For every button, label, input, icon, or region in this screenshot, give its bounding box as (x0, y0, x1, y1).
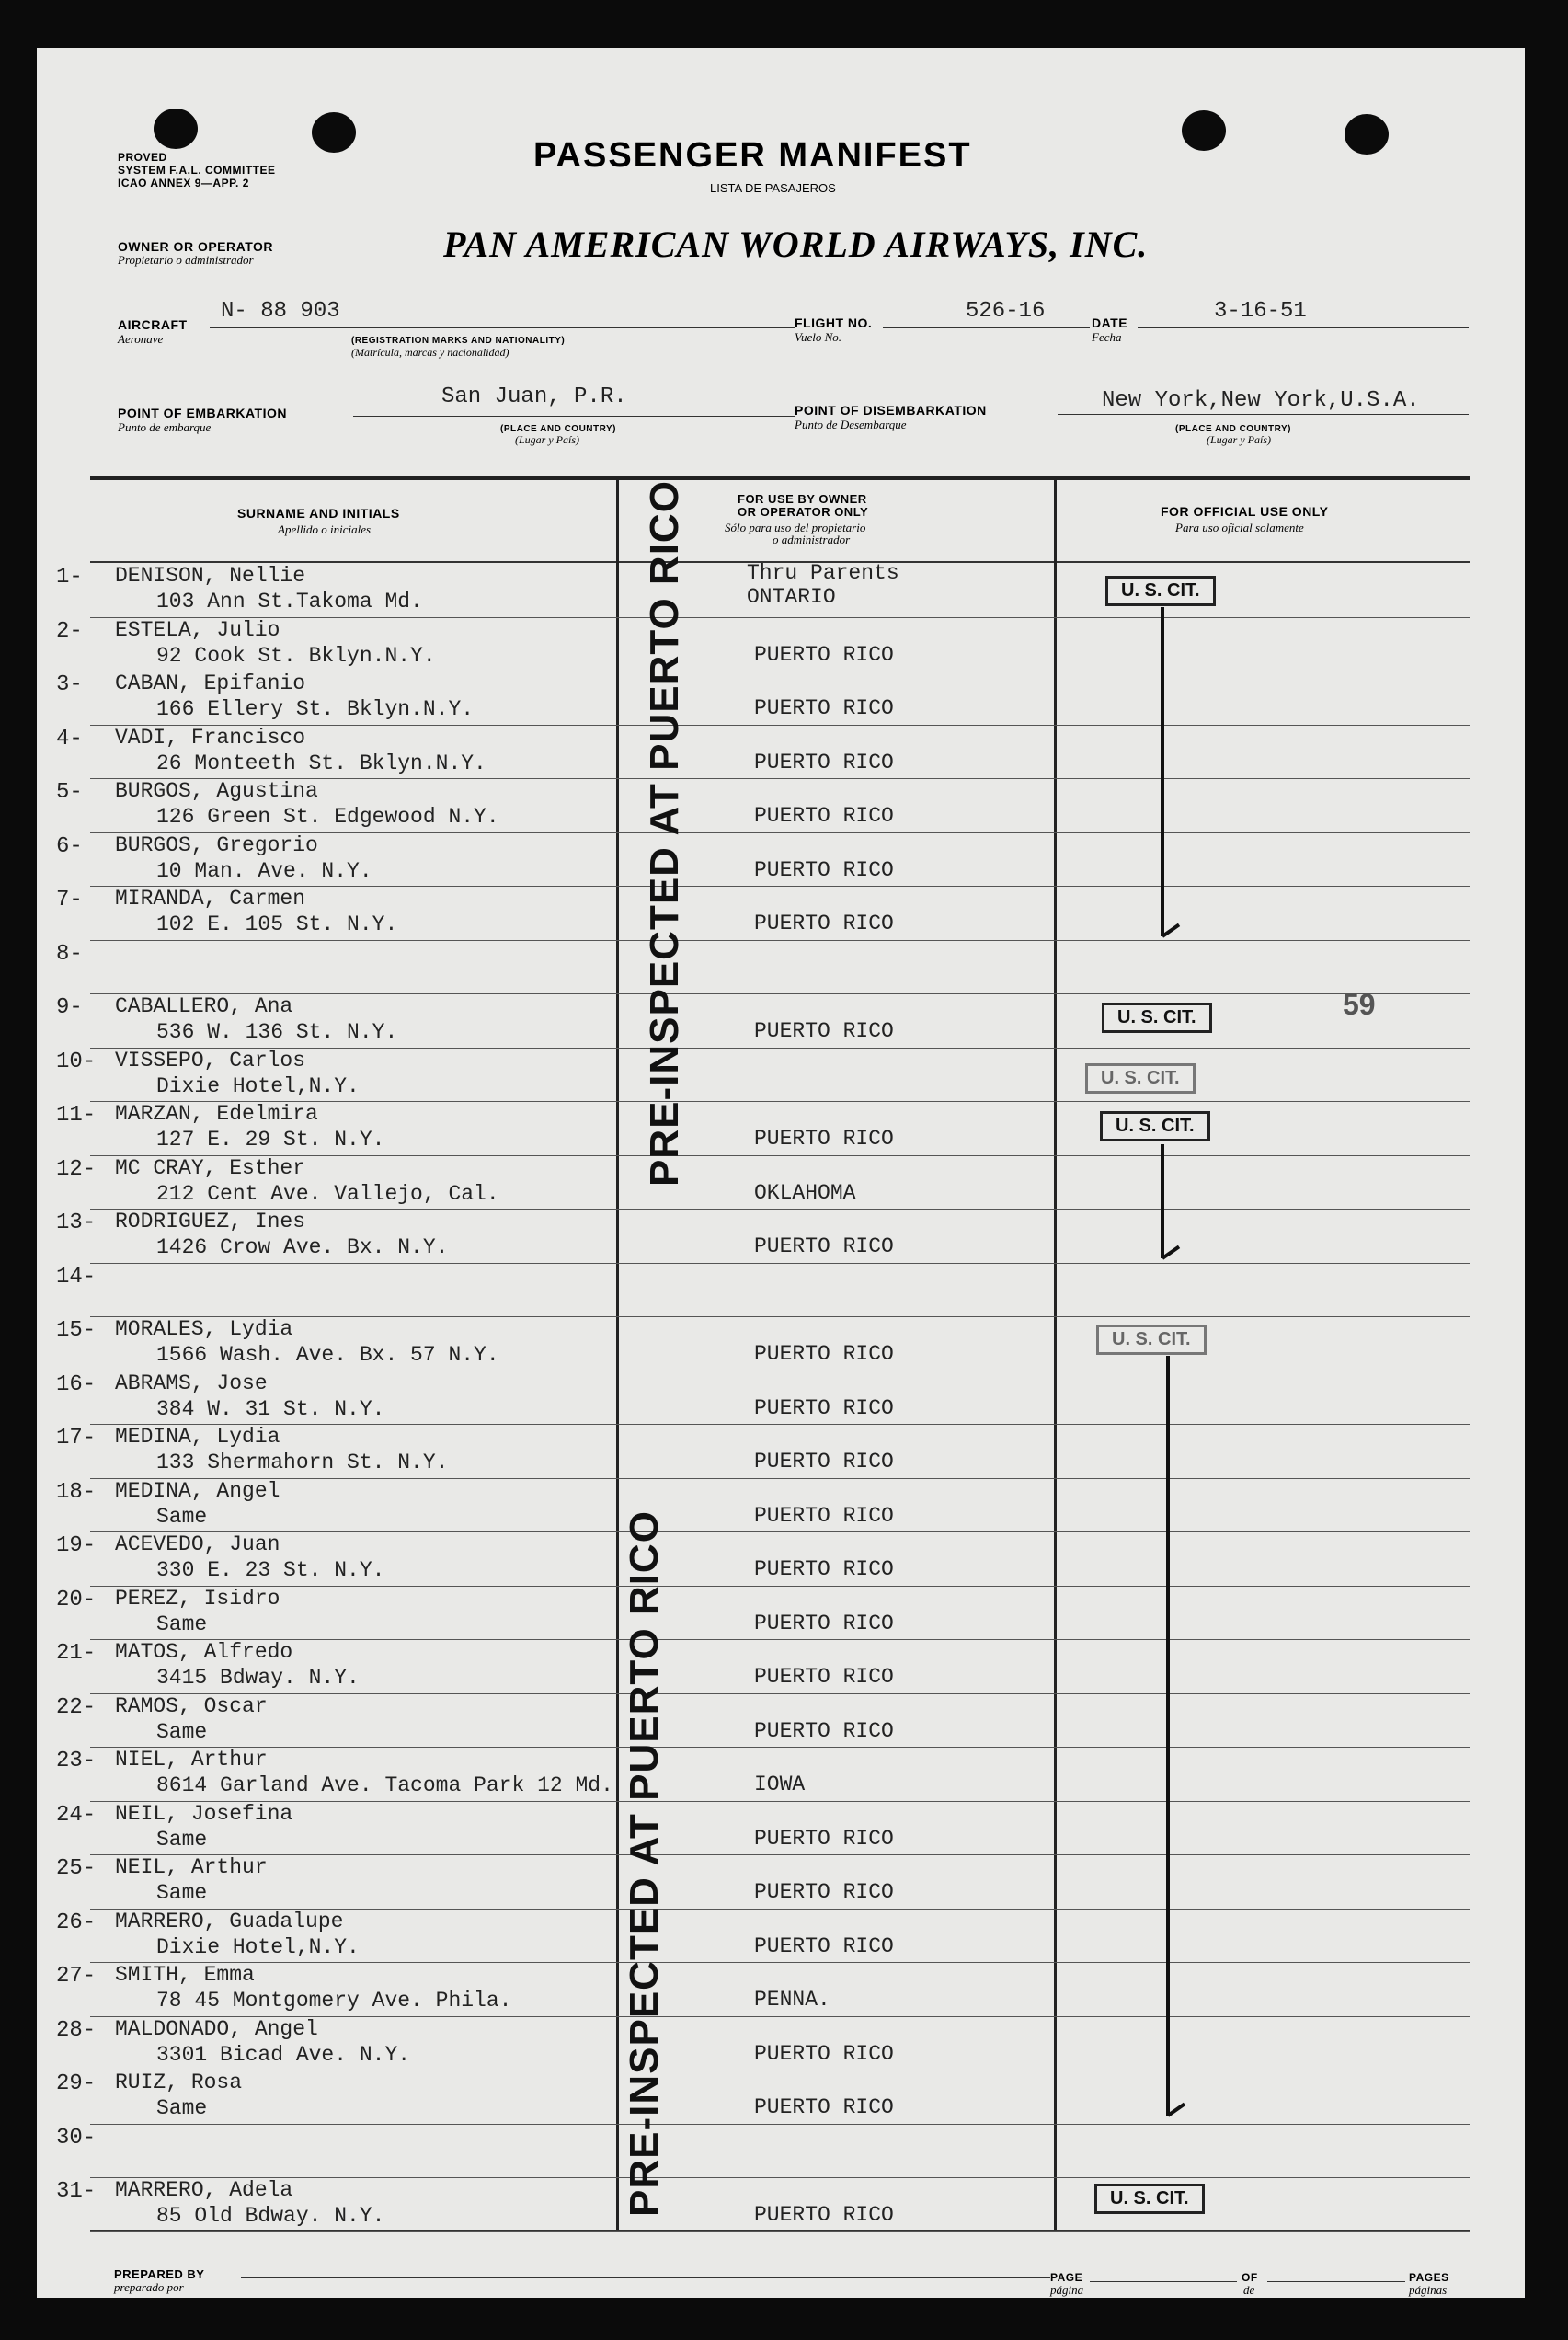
passenger-address: 8614 Garland Ave. Tacoma Park 12 Md. (156, 1773, 613, 1797)
aircraft-note: (REGISTRATION MARKS AND NATIONALITY) (351, 336, 566, 346)
passenger-name: DENISON, Nellie (115, 564, 306, 588)
passenger-origin: PUERTO RICO (754, 750, 894, 774)
date-value: 3-16-51 (1214, 299, 1307, 324)
row-number: 3- (56, 672, 83, 697)
passenger-address: Dixie Hotel,N.Y. (156, 1934, 360, 1959)
pages-label-es: páginas (1409, 2283, 1448, 2297)
passenger-origin: PUERTO RICO (754, 1665, 894, 1689)
passenger-address: 26 Monteeth St. Bklyn.N.Y. (156, 751, 486, 775)
approval-line: SYSTEM F.A.L. COMMITTEE (118, 164, 276, 177)
row-divider (90, 1801, 1470, 1802)
passenger-name: RUIZ, Rosa (115, 2070, 243, 2094)
row-divider (90, 1693, 1470, 1694)
row-number: 2- (56, 618, 83, 644)
col-owner-use: OR OPERATOR ONLY (738, 505, 869, 519)
passenger-address: Same (156, 1612, 208, 1636)
row-number: 16- (56, 1371, 97, 1397)
punch-hole (1182, 110, 1226, 151)
passenger-name: SMITH, Emma (115, 1963, 255, 1987)
passenger-origin: PUERTO RICO (754, 1395, 894, 1420)
passenger-name: CABAN, Epifanio (115, 671, 306, 695)
passenger-name: MIRANDA, Carmen (115, 887, 306, 911)
passenger-address: 103 Ann St.Takoma Md. (156, 590, 423, 614)
passenger-name: CABALLERO, Ana (115, 994, 293, 1018)
punch-hole (312, 112, 356, 153)
row-number: 1- (56, 565, 83, 590)
us-cit-stamp: U. S. CIT. (1105, 576, 1216, 606)
embark-note-es: (Lugar y País) (515, 433, 579, 446)
col-official: FOR OFFICIAL USE ONLY (1161, 504, 1329, 519)
page-count-mark: 59 (1343, 988, 1376, 1021)
aircraft-label: AIRCRAFT (118, 317, 188, 332)
passenger-origin: PUERTO RICO (754, 2203, 894, 2227)
date-label: DATE (1092, 315, 1128, 330)
passenger-name: BURGOS, Agustina (115, 779, 318, 803)
row-number: 28- (56, 2017, 97, 2043)
preinspected-stamp: PRE-INSPECTED AT PUERTO RICO (642, 480, 687, 1187)
row-number: 20- (56, 1587, 97, 1612)
row-number: 21- (56, 1641, 97, 1666)
col-owner-use: FOR USE BY OWNER (738, 492, 867, 506)
approval-line: PROVED (118, 151, 167, 164)
passenger-name: MATOS, Alfredo (115, 1640, 293, 1664)
passenger-origin: PUERTO RICO (754, 1933, 894, 1958)
ditto-arrow (1161, 607, 1164, 936)
row-number: 8- (56, 941, 83, 967)
us-cit-stamp: U. S. CIT. (1085, 1063, 1196, 1094)
row-divider (90, 1424, 1470, 1425)
flight-value: 526-16 (966, 299, 1046, 324)
passenger-origin: PUERTO RICO (754, 1127, 894, 1151)
passenger-name: RODRIGUEZ, Ines (115, 1210, 306, 1233)
disembark-value: New York,New York,U.S.A. (1102, 388, 1420, 413)
passenger-origin: PUERTO RICO (754, 1342, 894, 1366)
row-number: 10- (56, 1049, 97, 1074)
pages-label: PAGES (1409, 2271, 1449, 2284)
us-cit-stamp: U. S. CIT. (1096, 1325, 1207, 1355)
row-number: 11- (56, 1103, 97, 1128)
passenger-name: VADI, Francisco (115, 725, 306, 750)
passenger-name: MARRERO, Adela (115, 2178, 293, 2202)
passenger-origin: PUERTO RICO (754, 642, 894, 667)
row-divider (90, 1747, 1470, 1748)
row-number: 22- (56, 1694, 97, 1720)
passenger-name: ESTELA, Julio (115, 617, 280, 642)
row-divider (90, 1478, 1470, 1479)
passenger-address: 85 Old Bdway. N.Y. (156, 2204, 385, 2228)
passenger-address: 212 Cent Ave. Vallejo, Cal. (156, 1181, 499, 1206)
passenger-name: NEIL, Arthur (115, 1855, 268, 1879)
col-official-es: Para uso oficial solamente (1175, 521, 1304, 534)
passenger-name: MARZAN, Edelmira (115, 1102, 318, 1126)
of-label-es: de (1243, 2283, 1255, 2297)
passenger-origin: PUERTO RICO (754, 1557, 894, 1581)
row-number: 30- (56, 2125, 97, 2151)
passenger-origin: PUERTO RICO (754, 857, 894, 882)
row-divider (90, 1586, 1470, 1587)
embark-value: San Juan, P.R. (441, 384, 627, 409)
passenger-address: Same (156, 1719, 208, 1744)
passenger-origin: PUERTO RICO (754, 1450, 894, 1474)
col-owner-use-es: o administrador (773, 533, 851, 546)
punch-hole (1345, 114, 1389, 155)
passenger-origin: PUERTO RICO (754, 1234, 894, 1258)
row-number: 6- (56, 833, 83, 859)
embark-label-es: Punto de embarque (118, 420, 212, 434)
passenger-origin: PUERTO RICO (754, 1503, 894, 1528)
page-title: PASSENGER MANIFEST (533, 136, 972, 175)
row-divider (90, 2231, 1470, 2232)
aircraft-note-es: (Matrícula, marcas y nacionalidad) (351, 346, 509, 359)
prepared-label: PREPARED BY (114, 2267, 205, 2281)
passenger-address: 92 Cook St. Bklyn.N.Y. (156, 643, 436, 668)
operator-name: PAN AMERICAN WORLD AIRWAYS, INC. (443, 224, 1149, 265)
passenger-address: 330 E. 23 St. N.Y. (156, 1558, 385, 1582)
embark-note: (PLACE AND COUNTRY) (500, 424, 616, 434)
passenger-origin: PUERTO RICO (754, 804, 894, 828)
passenger-origin: PENNA. (754, 1988, 830, 2012)
date-label-es: Fecha (1092, 330, 1122, 344)
disembark-label: POINT OF DISEMBARKATION (795, 403, 987, 418)
embark-label: POINT OF EMBARKATION (118, 406, 287, 420)
page-label: PAGE (1050, 2271, 1083, 2284)
passenger-name: RAMOS, Oscar (115, 1693, 268, 1718)
row-divider (90, 617, 1470, 618)
flight-label-es: Vuelo No. (795, 330, 842, 344)
row-number: 15- (56, 1318, 97, 1343)
row-divider (90, 993, 1470, 994)
passenger-address: 126 Green St. Edgewood N.Y. (156, 805, 499, 829)
approval-line: ICAO ANNEX 9—APP. 2 (118, 177, 249, 189)
row-number: 31- (56, 2179, 97, 2204)
passenger-origin: PUERTO RICO (754, 1019, 894, 1043)
row-number: 18- (56, 1479, 97, 1505)
prepared-label-es: preparado por (114, 2280, 184, 2294)
owner-note: Thru Parents (747, 561, 899, 585)
passenger-address: Same (156, 1504, 208, 1529)
flight-label: FLIGHT NO. (795, 315, 873, 330)
passenger-address: Dixie Hotel,N.Y. (156, 1073, 360, 1098)
row-divider (90, 1531, 1470, 1532)
row-divider (90, 2124, 1470, 2125)
passenger-address: 10 Man. Ave. N.Y. (156, 858, 372, 883)
row-number: 5- (56, 780, 83, 805)
passenger-name: MORALES, Lydia (115, 1317, 293, 1341)
passenger-address: Same (156, 1827, 208, 1852)
row-number: 4- (56, 726, 83, 751)
passenger-origin: PUERTO RICO (754, 1718, 894, 1743)
passenger-origin: ONTARIO (747, 585, 836, 609)
passenger-name: ABRAMS, Jose (115, 1371, 268, 1395)
row-number: 14- (56, 1264, 97, 1290)
row-number: 29- (56, 2071, 97, 2096)
row-number: 23- (56, 1749, 97, 1773)
col-surname-es: Apellido o iniciales (278, 522, 372, 536)
us-cit-stamp: U. S. CIT. (1102, 1003, 1212, 1033)
page-label-es: página (1050, 2283, 1084, 2297)
passenger-address: 166 Ellery St. Bklyn.N.Y. (156, 697, 475, 721)
row-number: 9- (56, 995, 83, 1020)
passenger-origin: OKLAHOMA (754, 1180, 856, 1205)
row-number: 13- (56, 1210, 97, 1235)
passenger-address: 3301 Bicad Ave. N.Y. (156, 2042, 411, 2067)
row-number: 17- (56, 1426, 97, 1451)
passenger-name: MC CRAY, Esther (115, 1155, 306, 1180)
passenger-name: VISSEPO, Carlos (115, 1048, 306, 1072)
row-number: 19- (56, 1533, 97, 1558)
passenger-address: Same (156, 1881, 208, 1905)
owner-label: OWNER OR OPERATOR (118, 239, 273, 254)
row-divider (90, 1263, 1470, 1264)
row-number: 25- (56, 1856, 97, 1881)
passenger-address: 78 45 Montgomery Ave. Phila. (156, 1989, 512, 2013)
passenger-name: NEIL, Josefina (115, 1801, 293, 1826)
row-divider (90, 1962, 1470, 1963)
aircraft-value: N- 88 903 (221, 299, 340, 324)
of-label: OF (1242, 2271, 1258, 2284)
passenger-origin: PUERTO RICO (754, 912, 894, 935)
owner-label-es: Propietario o administrador (118, 253, 254, 267)
passenger-origin: PUERTO RICO (754, 1611, 894, 1635)
passenger-origin: PUERTO RICO (754, 696, 894, 720)
disembark-note-es: (Lugar y País) (1207, 433, 1271, 446)
passenger-name: MALDONADO, Angel (115, 2016, 318, 2041)
passenger-address: 3415 Bdway. N.Y. (156, 1666, 360, 1690)
passenger-address: 536 W. 136 St. N.Y. (156, 1020, 398, 1044)
passenger-name: BURGOS, Gregorio (115, 832, 318, 857)
passenger-address: Same (156, 2096, 208, 2120)
preinspected-stamp: PRE-INSPECTED AT PUERTO RICO (622, 1510, 667, 2217)
col-surname: SURNAME AND INITIALS (237, 506, 400, 521)
ditto-arrow (1166, 1356, 1170, 2116)
row-number: 12- (56, 1156, 97, 1182)
passenger-address: 1426 Crow Ave. Bx. N.Y. (156, 1235, 449, 1259)
passenger-origin: PUERTO RICO (754, 2095, 894, 2119)
passenger-address: 384 W. 31 St. N.Y. (156, 1396, 385, 1421)
passenger-address: 102 E. 105 St. N.Y. (156, 912, 398, 936)
us-cit-stamp: U. S. CIT. (1094, 2184, 1205, 2214)
passenger-origin: PUERTO RICO (754, 2041, 894, 2066)
passenger-name: MARRERO, Guadalupe (115, 1909, 344, 1933)
passenger-origin: IOWA (754, 1772, 806, 1796)
passenger-address: 133 Shermahorn St. N.Y. (156, 1451, 449, 1474)
row-number: 27- (56, 1964, 97, 1989)
passenger-name: MEDINA, Lydia (115, 1425, 280, 1449)
row-number: 7- (56, 888, 83, 912)
row-number: 26- (56, 1910, 97, 1935)
aircraft-label-es: Aeronave (118, 332, 164, 346)
passenger-name: ACEVEDO, Juan (115, 1532, 280, 1556)
row-divider (90, 2177, 1470, 2178)
passenger-name: PEREZ, Isidro (115, 1586, 280, 1611)
row-divider (90, 940, 1470, 941)
row-divider (90, 1316, 1470, 1317)
page-subtitle: LISTA DE PASAJEROS (710, 181, 836, 195)
punch-hole (154, 109, 198, 149)
col-owner-use-es: Sólo para uso del propietario (725, 521, 866, 534)
passenger-origin: PUERTO RICO (754, 1880, 894, 1904)
ditto-arrow (1161, 1144, 1164, 1258)
disembark-label-es: Punto de Desembarque (795, 418, 907, 431)
row-number: 24- (56, 1802, 97, 1828)
passenger-origin: PUERTO RICO (754, 1826, 894, 1851)
passenger-address: 127 E. 29 St. N.Y. (156, 1128, 385, 1152)
row-divider (90, 1639, 1470, 1640)
passenger-name: NIEL, Arthur (115, 1748, 268, 1772)
us-cit-stamp: U. S. CIT. (1100, 1111, 1210, 1141)
passenger-address: 1566 Wash. Ave. Bx. 57 N.Y. (156, 1343, 499, 1367)
passenger-name: MEDINA, Angel (115, 1478, 280, 1503)
row-divider (90, 1854, 1470, 1855)
disembark-note: (PLACE AND COUNTRY) (1175, 424, 1291, 434)
